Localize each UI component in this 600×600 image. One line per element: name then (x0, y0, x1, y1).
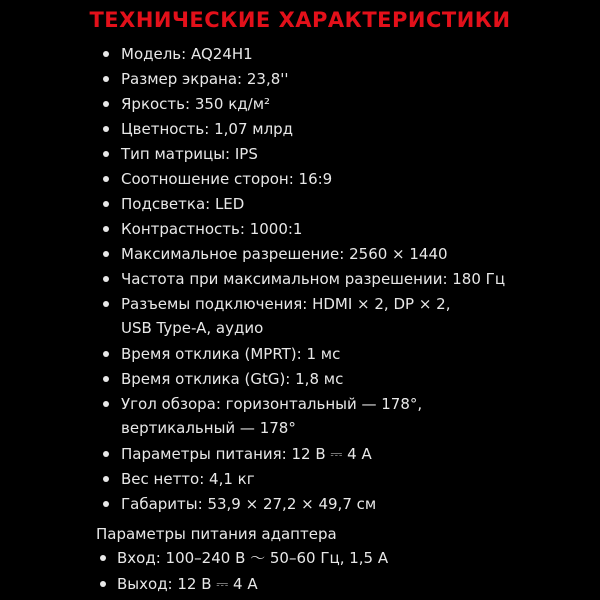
spec-item-contrast: Контрастность: 1000:1 (121, 217, 600, 241)
spec-item-panel-type: Тип матрицы: IPS (121, 142, 600, 166)
spec-item-refresh-rate: Частота при максимальном разрешении: 180 Гц (121, 267, 600, 291)
spec-item-aspect-ratio: Соотношение сторон: 16:9 (121, 167, 600, 191)
spec-item-screen-size: Размер экрана: 23,8'' (121, 67, 600, 91)
spec-item-ports-continued: USB Type-A, аудио (121, 319, 264, 337)
spec-item-backlight: Подсветка: LED (121, 192, 600, 216)
spec-item-viewing-angle: Угол обзора: горизонтальный — 178°, (121, 392, 600, 416)
spec-item-colors: Цветность: 1,07 млрд (121, 117, 600, 141)
spec-item-model: Модель: AQ24H1 (121, 42, 600, 66)
spec-item-brightness: Яркость: 350 кд/м² (121, 92, 600, 116)
spec-item-power: Параметры питания: 12 В ⎓ 4 А (121, 442, 600, 466)
adapter-item-input: Вход: 100–240 В 〜 50–60 Гц, 1,5 А (117, 546, 388, 570)
spec-item-dimensions: Габариты: 53,9 × 27,2 × 49,7 см (121, 492, 600, 516)
page-title: ТЕХНИЧЕСКИЕ ХАРАКТЕРИСТИКИ (89, 8, 511, 32)
spec-item-response-mprt: Время отклика (MPRT): 1 мс (121, 342, 600, 366)
spec-item-viewing-angle-continued: вертикальный — 178° (121, 419, 296, 437)
spec-item-resolution: Максимальное разрешение: 2560 × 1440 (121, 242, 600, 266)
adapter-item-output: Выход: 12 В ⎓ 4 А (117, 572, 258, 596)
spec-item-ports: Разъемы подключения: HDMI × 2, DP × 2, (121, 292, 600, 316)
adapter-heading: Параметры питания адаптера (96, 525, 337, 543)
spec-item-response-gtg: Время отклика (GtG): 1,8 мс (121, 367, 600, 391)
spec-item-weight: Вес нетто: 4,1 кг (121, 467, 600, 491)
